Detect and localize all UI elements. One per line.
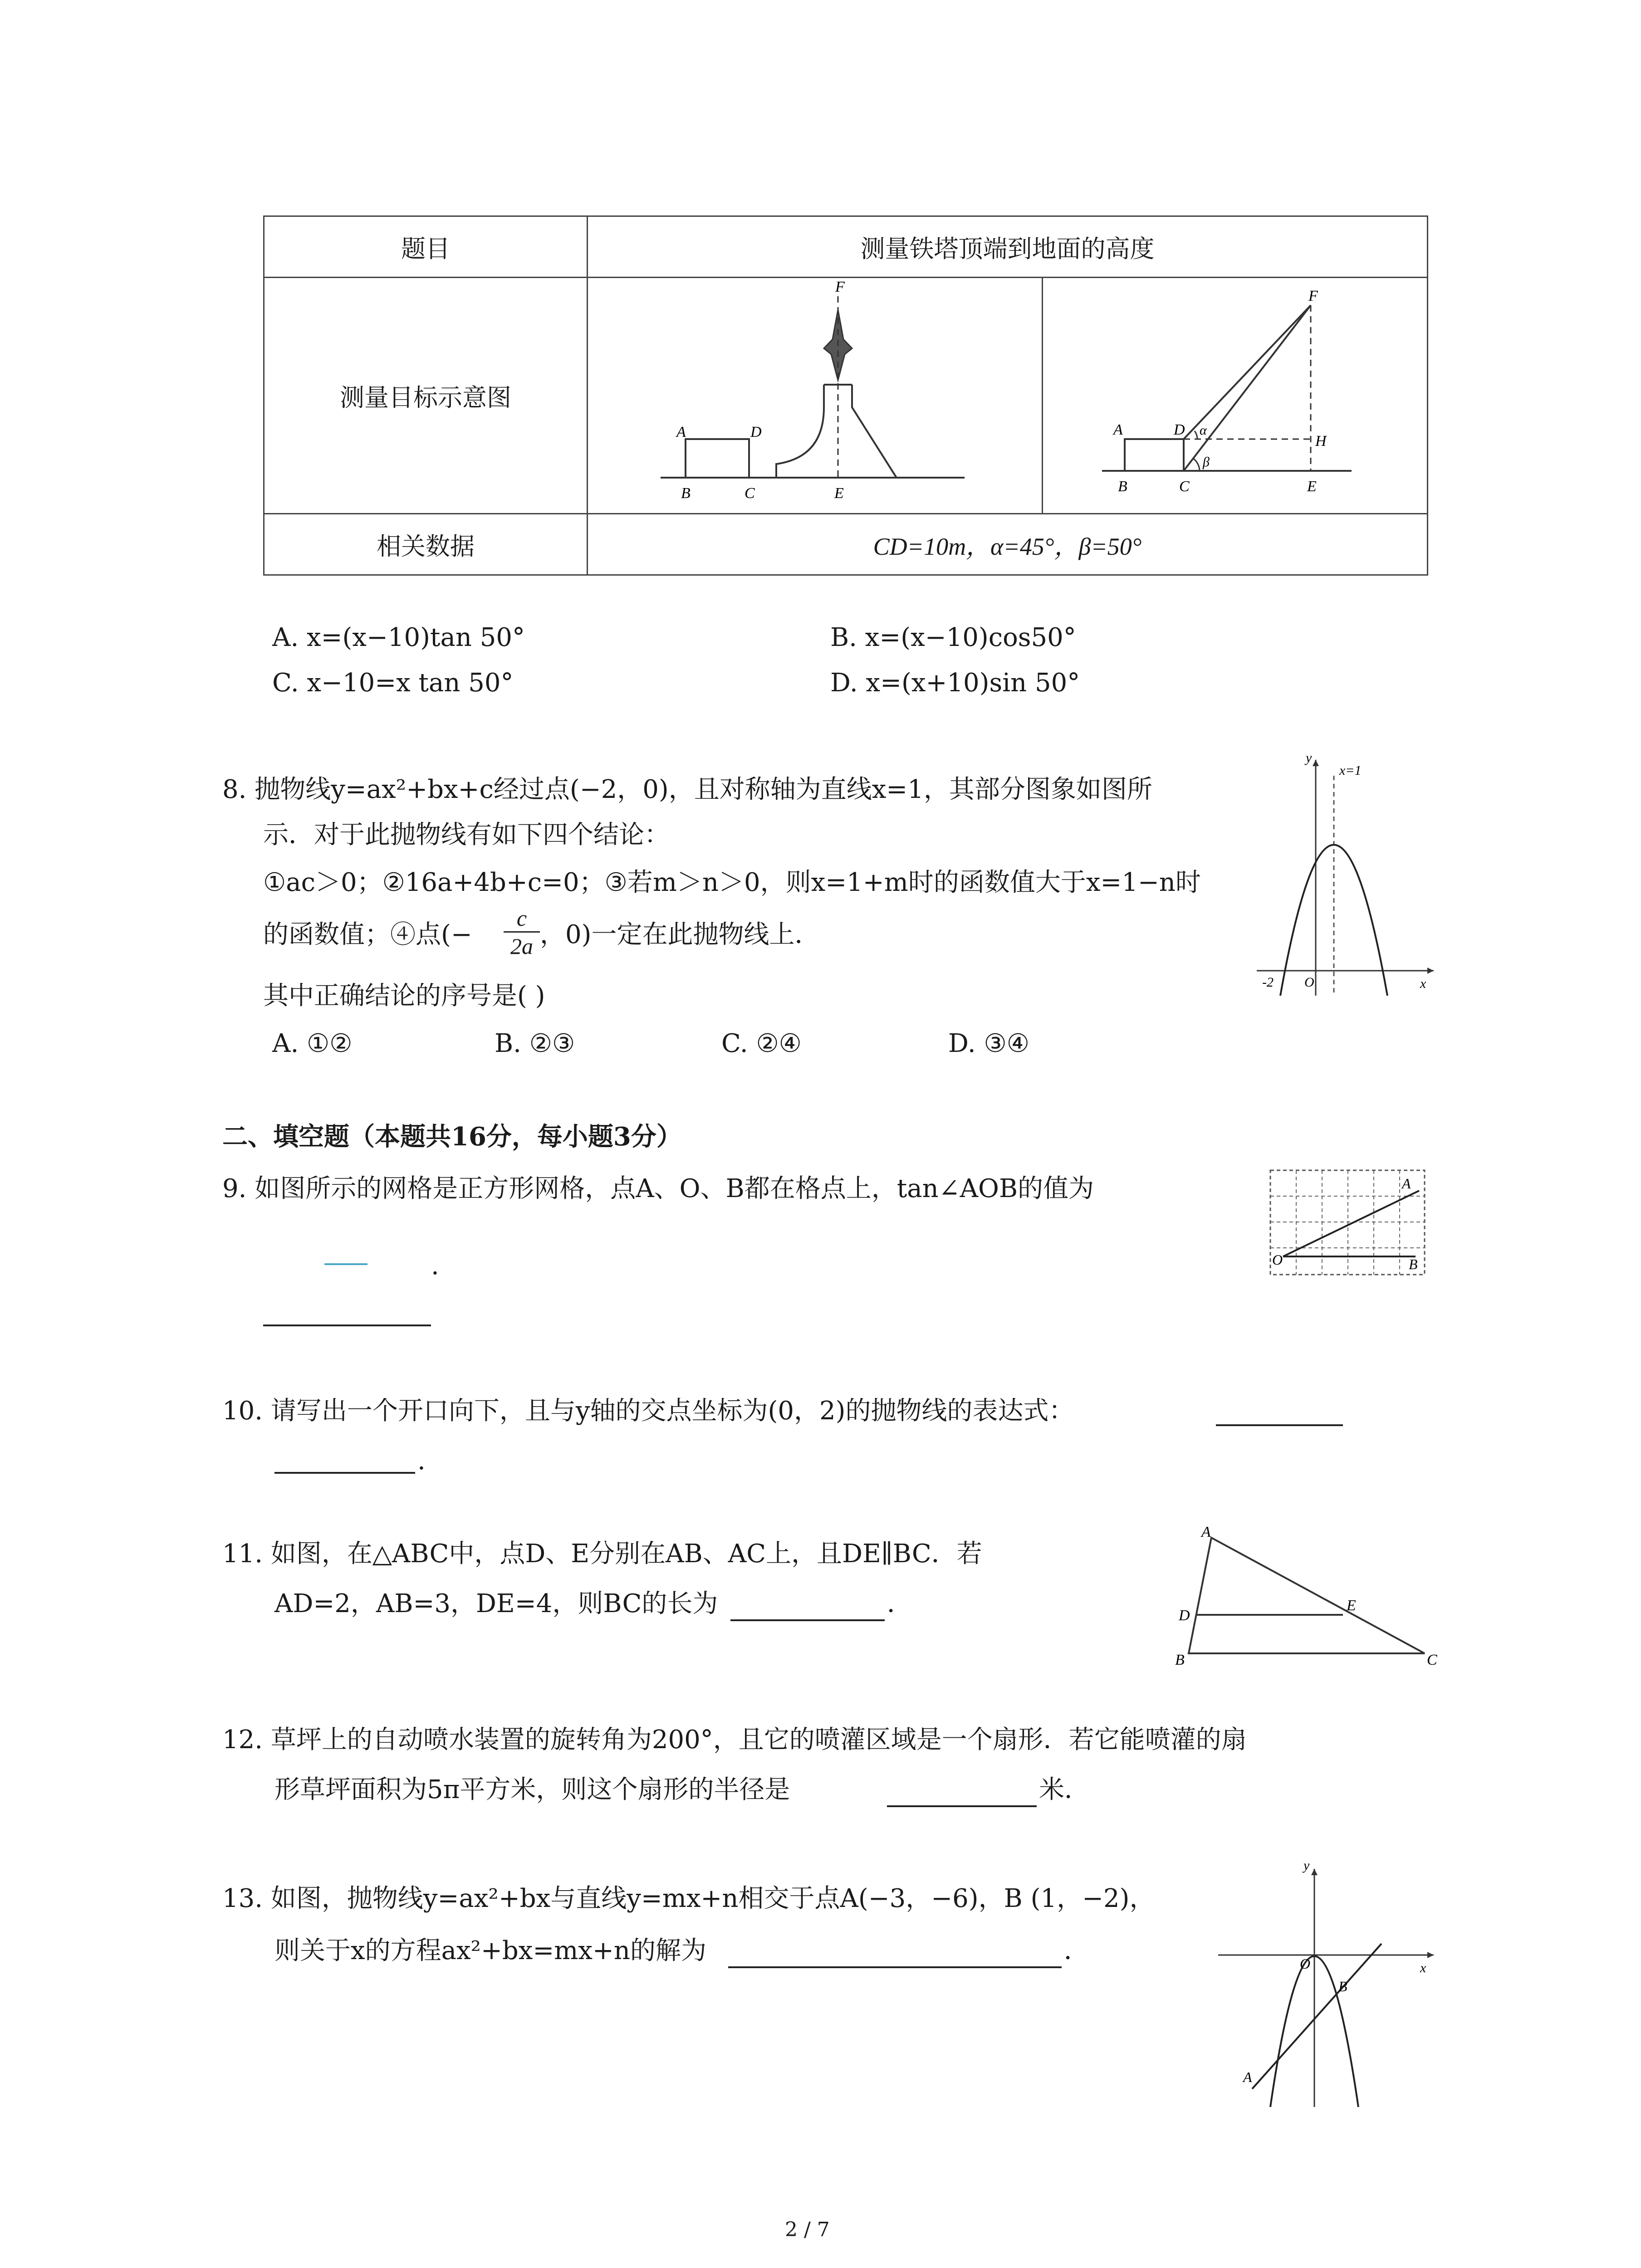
- q9-fig-label-B: B: [1409, 1256, 1418, 1272]
- q8-graph-neg2-label: -2: [1262, 975, 1274, 990]
- page-number: 2 / 7: [785, 2218, 830, 2241]
- q11-triangle-figure: [1171, 1524, 1443, 1674]
- q8-option-a: A. ①②: [272, 1029, 353, 1058]
- q12-line-2: 形草坪面积为5π平方米，则这个扇形的半径是: [274, 1775, 790, 1804]
- q12-line-1: 12. 草坪上的自动喷水装置的旋转角为200°，且它的喷灌区域是一个扇形．若它能喷灌的扇: [222, 1725, 1247, 1755]
- q10-answer-blank-1[interactable]: [1216, 1424, 1343, 1426]
- fig2-label-H: H: [1315, 433, 1327, 450]
- q11-fig-label-D: D: [1179, 1607, 1190, 1624]
- fig2-label-beta: β: [1203, 455, 1210, 469]
- q13-graph-origin-label: O: [1300, 1955, 1311, 1972]
- table-header-right: 测量铁塔顶端到地面的高度: [588, 216, 1428, 278]
- q8-line-5: 其中正确结论的序号是( ): [263, 981, 545, 1011]
- fig2-label-A: A: [1113, 421, 1123, 438]
- fig2-label-C: C: [1179, 478, 1190, 495]
- q10-period: .: [417, 1446, 426, 1476]
- q8-fraction: [504, 905, 540, 960]
- table-row-label-diagram: 测量目标示意图: [264, 278, 588, 514]
- q9-answer-blank[interactable]: [263, 1325, 431, 1326]
- q11-fig-label-B: B: [1175, 1652, 1185, 1668]
- fig2-label-F: F: [1308, 288, 1318, 304]
- q8-parabola-graph: [1252, 748, 1443, 1002]
- q13-graph-x-label: x: [1420, 1960, 1426, 1975]
- q9-period: .: [431, 1251, 439, 1281]
- q9-answer-bar: [324, 1263, 367, 1265]
- q12-answer-blank[interactable]: [887, 1805, 1037, 1807]
- table-row-label-data: 相关数据: [264, 514, 588, 575]
- q7-option-b: B. x=(x−10)cos50°: [830, 623, 1076, 652]
- q13-graph-A-label: A: [1243, 2069, 1252, 2085]
- q7-option-c: C. x−10=x tan 50°: [272, 668, 514, 698]
- q13-graph-B-label: B: [1338, 1978, 1347, 1994]
- q8-line-4b: ，0)一定在此抛物线上．: [540, 920, 820, 949]
- q8-line-2: 示．对于此抛物线有如下四个结论：: [263, 820, 670, 850]
- q10-line-1: 10. 请写出一个开口向下，且与y轴的交点坐标为(0，2)的抛物线的表达式：: [222, 1396, 1074, 1426]
- q8-graph-x-label: x: [1420, 976, 1426, 991]
- q8-option-d: D. ③④: [948, 1029, 1029, 1058]
- angle-figure: [1043, 278, 1427, 507]
- angle-figure-cell: [1043, 278, 1428, 514]
- q9-line-1: 9. 如图所示的网格是正方形网格，点A、O、B都在格点上，tan∠AOB的值为: [222, 1174, 1094, 1203]
- q13-period: ．: [1064, 1936, 1089, 1965]
- tower-figure: [588, 278, 1042, 507]
- q8-option-b: B. ②③: [495, 1029, 575, 1058]
- q13-graph-y-label: y: [1303, 1860, 1310, 1873]
- fig2-label-alpha: α: [1200, 423, 1207, 438]
- fig1-label-D: D: [750, 424, 762, 440]
- q8-fraction-denominator: 2a: [510, 934, 533, 959]
- fig2-label-E: E: [1307, 478, 1317, 495]
- q13-line-2: 则关于x的方程ax²+bx=mx+n的解为: [274, 1936, 706, 1965]
- fig1-label-B: B: [681, 485, 691, 502]
- q12-tail: 米．: [1039, 1775, 1090, 1804]
- q8-option-c: C. ②④: [721, 1029, 802, 1058]
- fig1-label-F: F: [835, 279, 845, 295]
- q11-fig-label-C: C: [1427, 1652, 1437, 1668]
- q13-parabola-line-graph: [1207, 1860, 1443, 2114]
- q8-line-4a: 的函数值；④点(−: [263, 920, 472, 949]
- q8-graph-axis-label: x=1: [1339, 763, 1362, 778]
- q11-line-2: AD=2，AB=3，DE=4，则BC的长为: [274, 1589, 718, 1618]
- q8-graph-origin-label: O: [1304, 975, 1314, 990]
- q9-fig-label-A: A: [1402, 1175, 1411, 1192]
- q11-line-1: 11. 如图，在△ABC中，点D、E分别在AB、AC上，且DE∥BC．若: [222, 1539, 982, 1569]
- q13-line-1: 13. 如图，抛物线y=ax²+bx与直线y=mx+n相交于点A(−3，−6)，B (1，−2)，: [222, 1884, 1155, 1913]
- q8-line-3: ①ac＞0；②16a+4b+c=0；③若m＞n＞0，则x=1+m时的函数值大于x=1−n时: [263, 868, 1201, 897]
- q10-answer-blank-2[interactable]: [274, 1472, 415, 1474]
- table-header-left: 题目: [264, 216, 588, 278]
- q8-fraction-numerator: c: [504, 905, 540, 933]
- section-heading-fill-in: 二、填空题（本题共16分，每小题3分）: [222, 1122, 682, 1152]
- q8-graph-y-label: y: [1306, 750, 1312, 765]
- measurement-table: [263, 215, 1428, 576]
- q13-answer-blank[interactable]: [728, 1966, 1062, 1968]
- q11-period: ．: [887, 1589, 912, 1618]
- q8-line-1: 8. 抛物线y=ax²+bx+c经过点(−2，0)，且对称轴为直线x=1，其部分图象如图所: [222, 775, 1152, 804]
- q7-option-a: A. x=(x−10)tan 50°: [272, 623, 525, 652]
- q9-fig-label-O: O: [1272, 1251, 1283, 1268]
- q7-option-d: D. x=(x+10)sin 50°: [830, 668, 1080, 698]
- q11-fig-label-E: E: [1347, 1597, 1356, 1614]
- fig1-label-C: C: [745, 485, 755, 502]
- q11-fig-label-A: A: [1201, 1524, 1211, 1540]
- tower-figure-cell: [588, 278, 1043, 514]
- fig2-label-D: D: [1174, 421, 1185, 438]
- fig1-label-E: E: [834, 485, 844, 502]
- q9-grid-figure: [1266, 1166, 1434, 1279]
- fig2-label-B: B: [1118, 478, 1127, 495]
- table-data-value: CD=10m，α=45°，β=50°: [588, 514, 1428, 575]
- q11-answer-blank[interactable]: [730, 1619, 885, 1621]
- fig1-label-A: A: [676, 424, 686, 440]
